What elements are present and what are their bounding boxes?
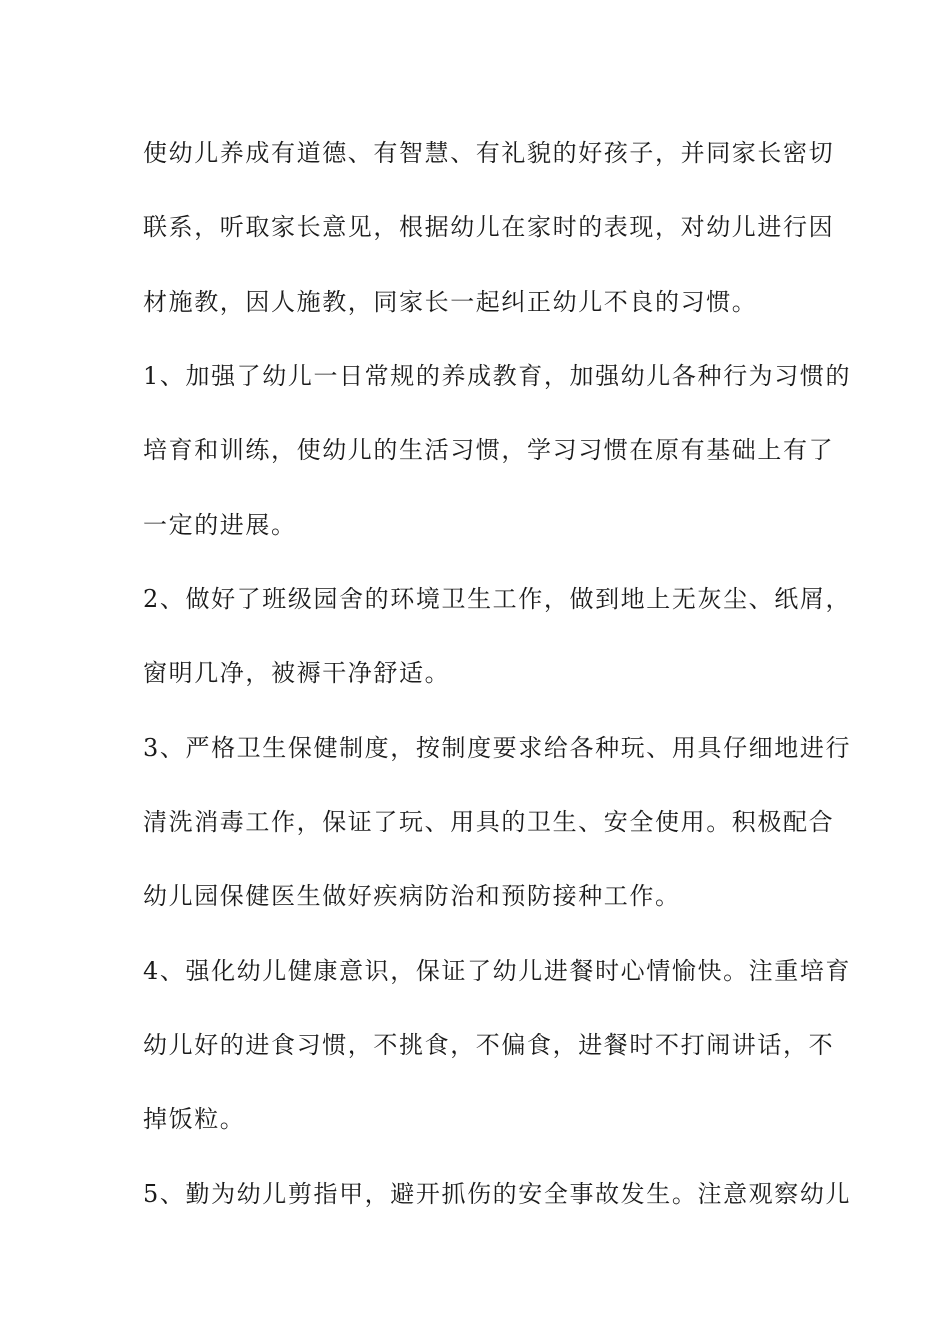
- text-line: 4、强化幼儿健康意识，保证了幼儿进餐时心情愉快。注重培育: [143, 957, 852, 985]
- text-line: 幼儿园保健医生做好疾病防治和预防接种工作。: [143, 882, 681, 910]
- text-line: 材施教，因人施教，同家长一起纠正幼儿不良的习惯。: [143, 288, 758, 316]
- text-line: 窗明几净，被褥干净舒适。: [143, 659, 451, 687]
- text-line: 掉饭粒。: [143, 1105, 246, 1133]
- text-line: 5、勤为幼儿剪指甲，避开抓伤的安全事故发生。注意观察幼儿: [143, 1180, 852, 1208]
- text-line: 幼儿好的进食习惯，不挑食，不偏食，进餐时不打闹讲话，不: [143, 1031, 835, 1059]
- text-line: 3、严格卫生保健制度，按制度要求给各种玩、用具仔细地进行: [143, 734, 852, 762]
- text-line: 联系，听取家长意见，根据幼儿在家时的表现，对幼儿进行因: [143, 213, 835, 241]
- text-line: 培育和训练，使幼儿的生活习惯，学习习惯在原有基础上有了: [143, 436, 835, 464]
- text-line: 1、加强了幼儿一日常规的养成教育，加强幼儿各种行为习惯的: [143, 362, 852, 390]
- text-line: 一定的进展。: [143, 511, 297, 539]
- text-line: 使幼儿养成有道德、有智慧、有礼貌的好孩子，并同家长密切: [143, 139, 835, 167]
- text-line: 2、做好了班级园舍的环境卫生工作，做到地上无灰尘、纸屑，: [143, 585, 852, 613]
- text-line: 清洗消毒工作，保证了玩、用具的卫生、安全使用。积极配合: [143, 808, 835, 836]
